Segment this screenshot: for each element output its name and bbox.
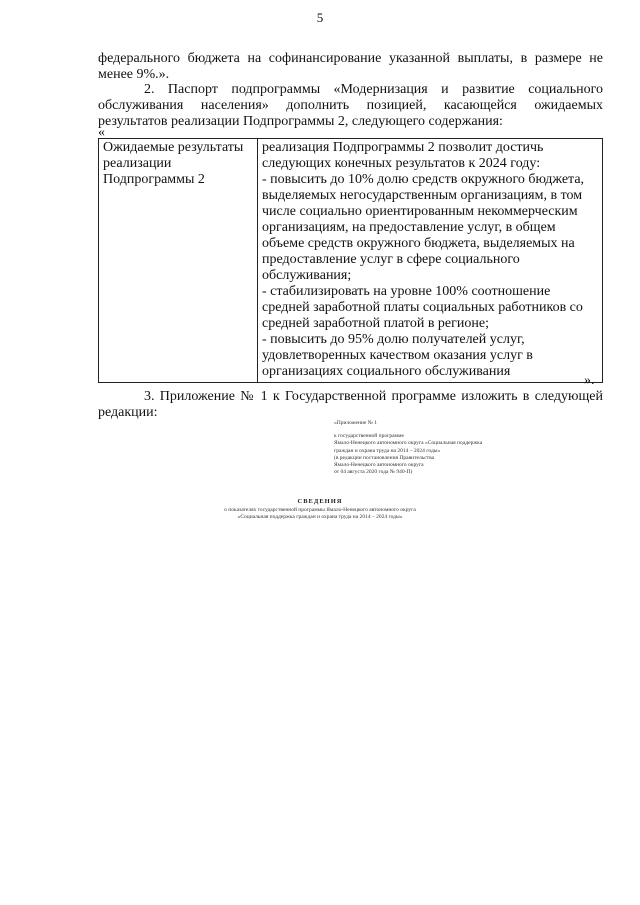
paragraph-3: 3. Приложение № 1 к Государственной программе изложить в следующей редакции: xyxy=(98,389,603,420)
quote-open: « xyxy=(98,125,105,140)
info-subtitle-1: о показателях государственной программы Ямало-Ненецкого автономного округа xyxy=(224,507,416,513)
attachment-ref: «Приложение № 1 xyxy=(334,420,378,426)
page-number: 5 xyxy=(316,10,324,25)
attachment-line: от 04 августа 2020 года № 940-П) xyxy=(334,469,413,476)
result-item-1: - повысить до 10% долю средств окружного бюджета, выделяемых негосударственным организациям, в том числе социально ориентированным некоммерческим организациям, на предоставление услуг, в общем объеме средств окружного бюджета, выделяемых на предоставление услуг в сфере социального обслуживания; xyxy=(262,172,585,283)
table-label-cell: Ожидаемые результаты реализации Подпрограммы 2 xyxy=(99,139,258,383)
attachment-line: Ямало-Ненецкого автономного округа «Социальная поддержка xyxy=(334,440,483,447)
attachment-header xyxy=(334,420,564,476)
passport-table xyxy=(98,138,603,383)
info-title: СВЕДЕНИЯ xyxy=(297,498,343,505)
paragraph-1: федерального бюджета на софинансирование указанной выплаты, в размере не менее 9%.». xyxy=(98,51,603,82)
attachment-line: к государственной программе xyxy=(334,433,404,440)
result-intro: реализация Подпрограммы 2 позволит достичь следующих конечных результатов к 2024 году: xyxy=(262,140,544,171)
paragraph-2: 2. Паспорт подпрограммы «Модернизация и развитие социального обслуживания населения» дополнить позицией, касающейся ожидаемых результатов реализации Подпрограммы 2, следующего содержания: xyxy=(98,82,603,129)
attachment-line: Ямало-Ненецкого автономного округа xyxy=(334,462,424,469)
table-row xyxy=(99,139,603,383)
info-subtitle-2: «Социальная поддержка граждан и охрана труда на 2014 – 2024 годы» xyxy=(237,514,403,520)
table-content-cell xyxy=(258,139,603,383)
result-item-3: - повысить до 95% долю получателей услуг, удовлетворенных качеством оказания услуг в организациях социального обслуживания xyxy=(262,332,533,379)
attachment-line: (в редакции постановления Правительства xyxy=(334,454,435,461)
attachment-line: граждан и охрана труда на 2014 – 2024 годы» xyxy=(334,447,441,454)
quote-close: ». xyxy=(584,373,595,388)
result-item-2: - стабилизировать на уровне 100% соотношение средней заработной платы социальных работников со средней заработной платой в регионе; xyxy=(262,284,583,331)
